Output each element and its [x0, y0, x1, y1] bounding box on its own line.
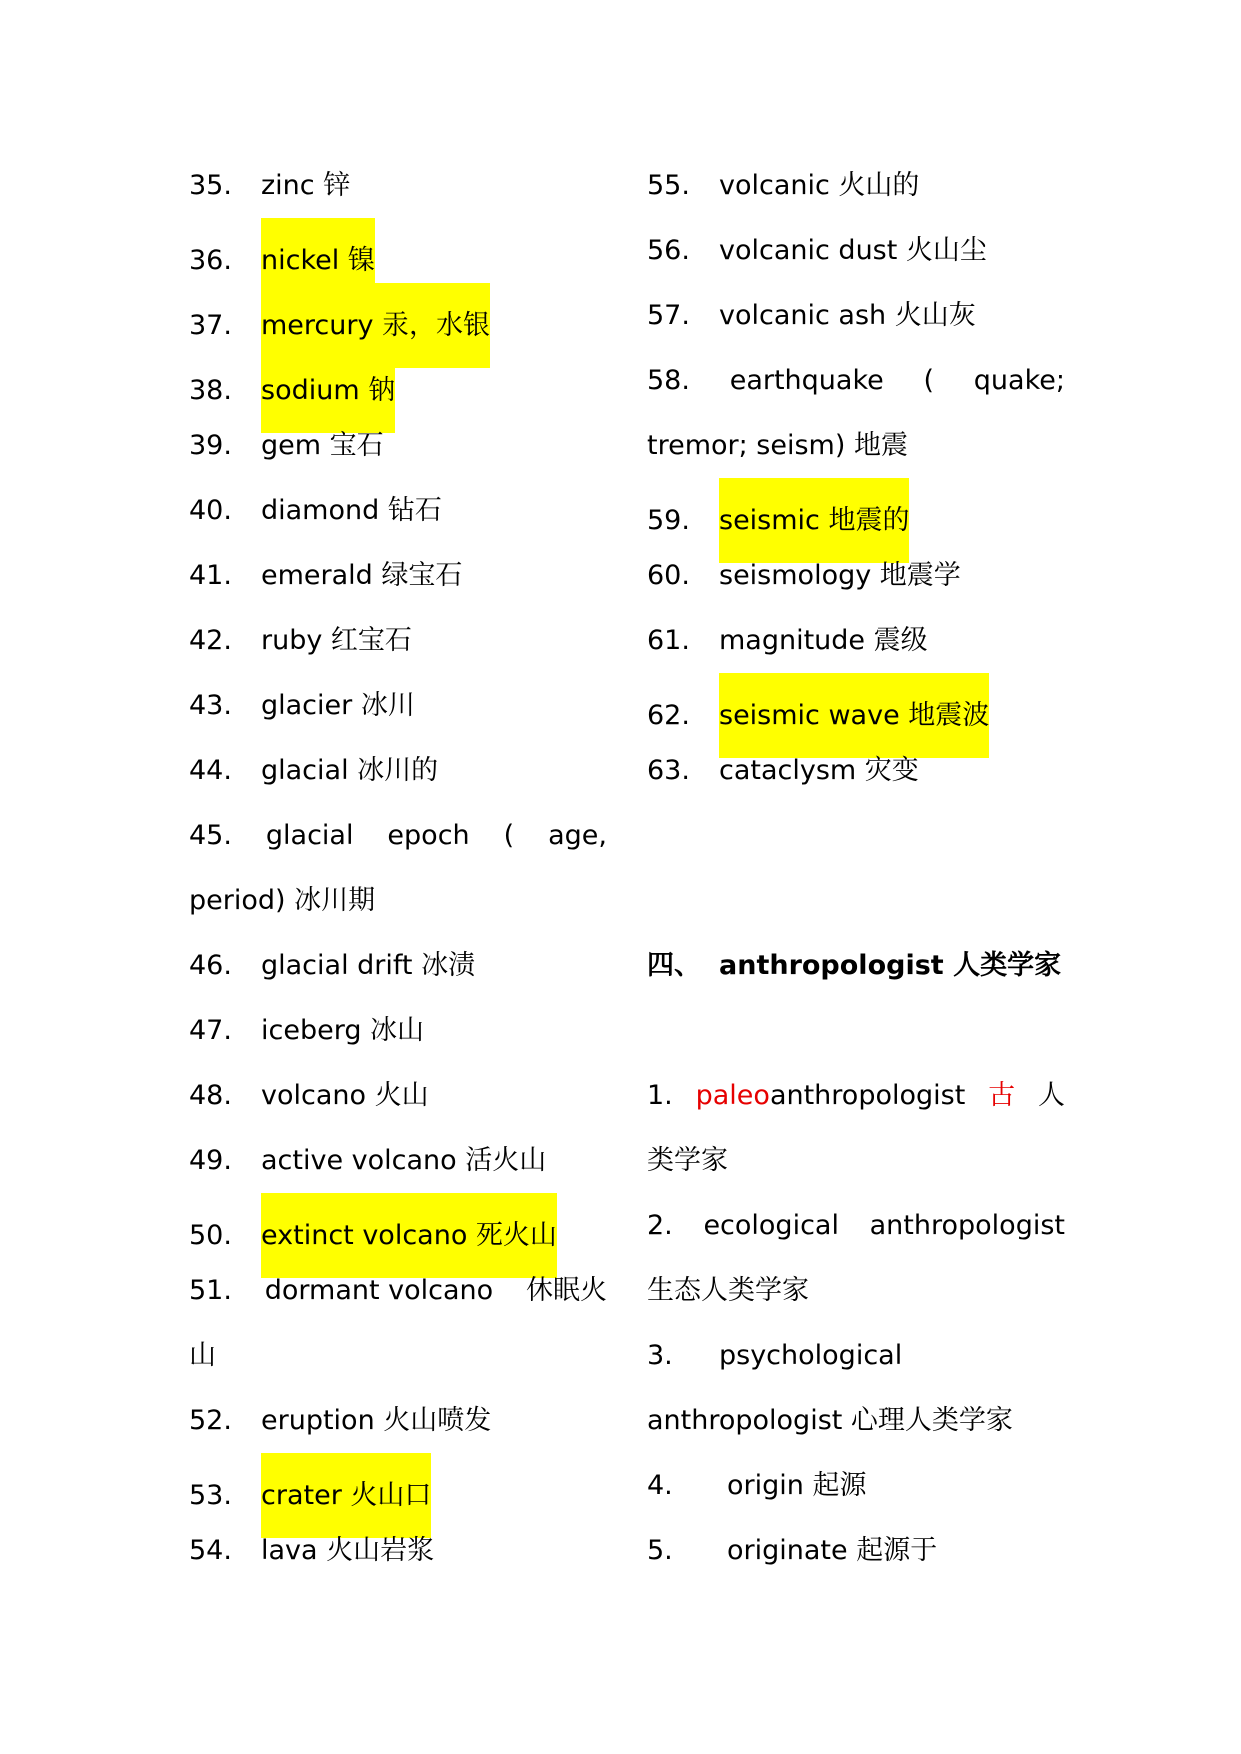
list-item: 59. seismic 地震的	[647, 478, 1065, 543]
list-item-justified: 2. ecological anthropologist	[647, 1210, 1065, 1241]
list-item: 41. emerald 绿宝石	[189, 543, 607, 608]
list-item: 39. gem 宝石	[189, 413, 607, 478]
highlighted-term: mercury 汞，水银	[261, 283, 490, 368]
list-item-justified: 45. glacial epoch ( age,	[189, 820, 607, 851]
highlighted-term: extinct volcano 死火山	[261, 1193, 557, 1278]
list-item: 56. volcanic dust 火山尘	[647, 218, 1065, 283]
list-item: 61. magnitude 震级	[647, 608, 1065, 673]
list-item: 50. extinct volcano 死火山	[189, 1193, 607, 1258]
list-item-justified: 1. paleoanthropologist 古 人	[647, 1063, 1065, 1128]
section-heading: 四、 anthropologist 人类学家	[647, 950, 1062, 981]
highlighted-term: seismic wave 地震波	[719, 673, 989, 758]
list-item: 52. eruption 火山喷发	[189, 1388, 607, 1453]
list-item-justified: 51. dormant volcano 休眠火	[189, 1275, 607, 1306]
term: glacier 冰川	[261, 690, 415, 721]
list-item: 44. glacial 冰川的	[189, 738, 607, 803]
term: gem 宝石	[261, 430, 384, 461]
term: glacial 冰川的	[261, 755, 439, 786]
term: emerald 绿宝石	[261, 560, 463, 591]
list-item-continuation: 生态人类学家	[647, 1275, 809, 1306]
list-item: 36. nickel 镍	[189, 218, 607, 283]
list-item-continuation: period) 冰川期	[189, 885, 376, 916]
list-item: 3. psychological	[647, 1340, 903, 1371]
highlighted-term: seismic 地震的	[719, 478, 909, 563]
list-item: 57. volcanic ash 火山灰	[647, 283, 1065, 348]
list-item: 49. active volcano 活火山	[189, 1128, 607, 1193]
term: zinc 锌	[261, 170, 351, 201]
term: volcanic 火山的	[719, 170, 920, 201]
term: volcanic ash 火山灰	[719, 300, 976, 331]
list-item: 46. glacial drift 冰渍	[189, 933, 607, 998]
term: magnitude 震级	[719, 625, 928, 656]
term: volcanic dust 火山尘	[719, 235, 987, 266]
list-item-justified: 58. earthquake ( quake;	[647, 365, 1065, 396]
highlighted-term: nickel 镍	[261, 218, 375, 303]
list-item-continuation: tremor; seism) 地震	[647, 430, 908, 461]
list-item: 5. originate 起源于	[647, 1535, 938, 1566]
list-item: 60. seismology 地震学	[647, 543, 1065, 608]
section-title: anthropologist 人类学家	[719, 950, 1062, 981]
red-prefix: paleo	[695, 1080, 770, 1111]
list-item: 55. volcanic 火山的	[647, 153, 1065, 218]
term: diamond 钻石	[261, 495, 442, 526]
list-item: 35. zinc 锌	[189, 153, 607, 218]
list-item: 37. mercury 汞，水银	[189, 283, 607, 348]
right-column	[647, 153, 1065, 1583]
list-item: 63. cataclysm 灾变	[647, 738, 1065, 803]
list-item-continuation: anthropologist 心理人类学家	[647, 1405, 1013, 1436]
term: lava 火山岩浆	[261, 1535, 435, 1566]
red-chinese: 古	[988, 1080, 1016, 1111]
list-item: 38. sodium 钠	[189, 348, 607, 413]
list-item: 40. diamond 钻石	[189, 478, 607, 543]
term: eruption 火山喷发	[261, 1405, 492, 1436]
list-item: 4. origin 起源	[647, 1470, 867, 1501]
highlighted-term: crater 火山口	[261, 1453, 431, 1538]
term: active volcano 活火山	[261, 1145, 547, 1176]
list-item: 42. ruby 红宝石	[189, 608, 607, 673]
list-item: 53. crater 火山口	[189, 1453, 607, 1518]
list-item: 43. glacier 冰川	[189, 673, 607, 738]
highlighted-term: sodium 钠	[261, 348, 395, 433]
term: seismology 地震学	[719, 560, 961, 591]
list-item-continuation: 类学家	[647, 1145, 728, 1176]
term: glacial drift 冰渍	[261, 950, 476, 981]
term: iceberg 冰山	[261, 1015, 425, 1046]
list-item: 54. lava 火山岩浆	[189, 1518, 607, 1583]
left-column	[189, 153, 607, 1583]
list-item-continuation: 山	[189, 1340, 216, 1371]
list-item: 47. iceberg 冰山	[189, 998, 607, 1063]
term: ruby 红宝石	[261, 625, 412, 656]
list-item: 62. seismic wave 地震波	[647, 673, 1065, 738]
term: volcano 火山	[261, 1080, 429, 1111]
term: cataclysm 灾变	[719, 755, 919, 786]
list-item: 48. volcano 火山	[189, 1063, 607, 1128]
